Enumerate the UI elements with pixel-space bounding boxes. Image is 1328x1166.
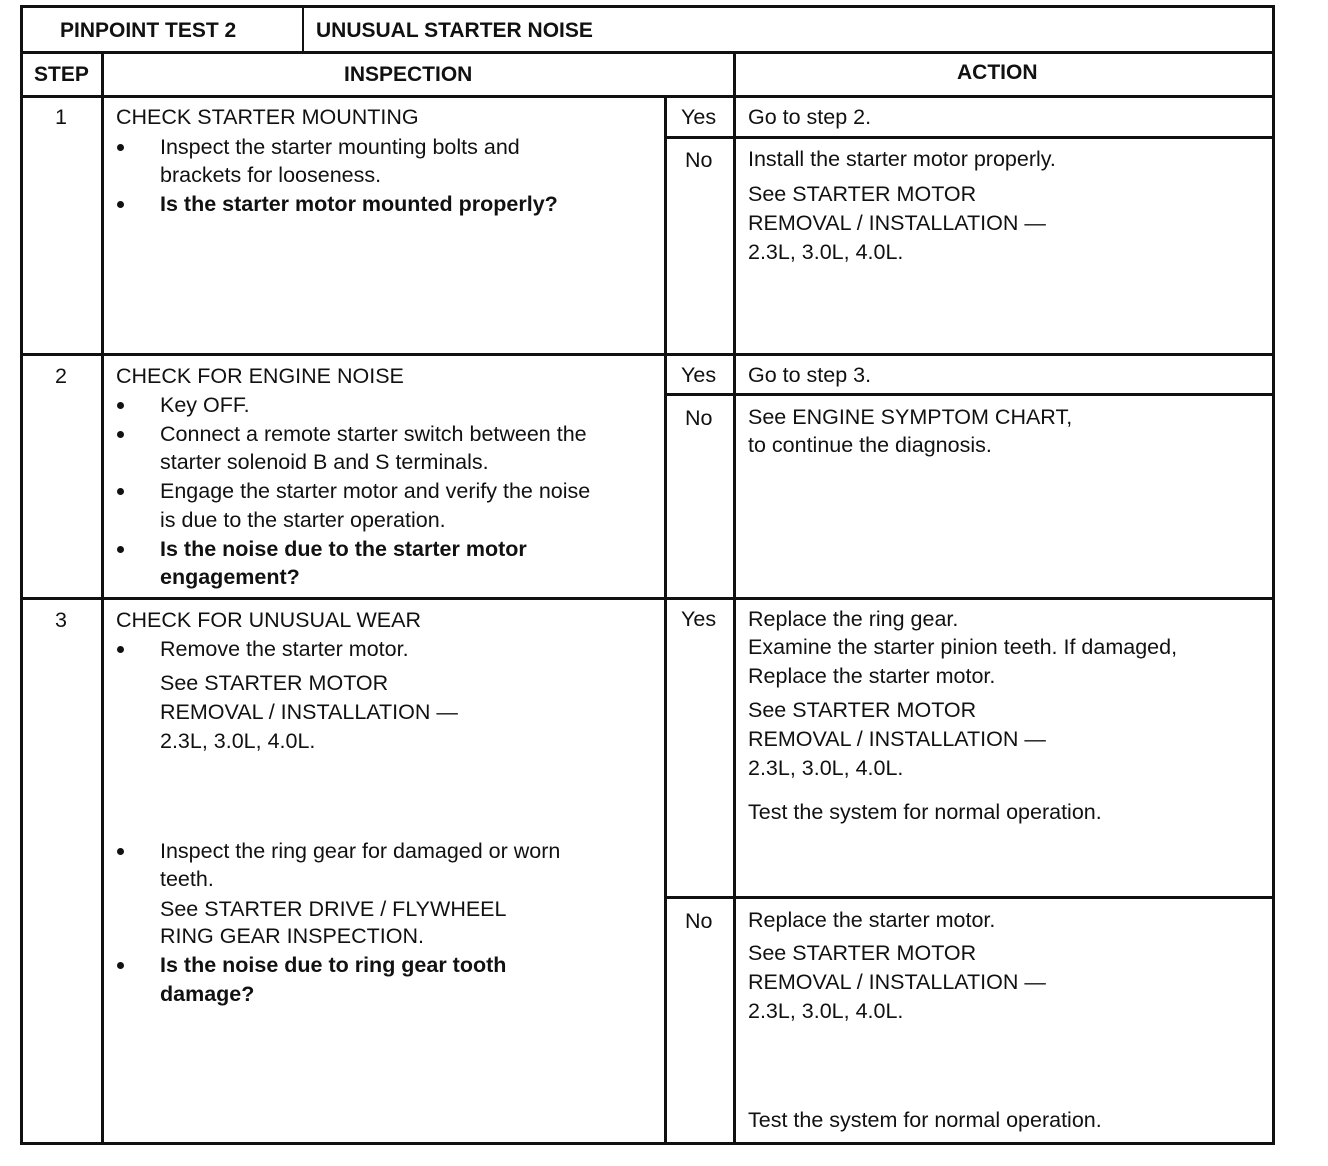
action-line: 2.3L, 3.0L, 4.0L.	[748, 240, 904, 264]
action-line: Examine the starter pinion teeth. If damaged,	[748, 635, 1178, 659]
col-inspection-header: INSPECTION	[344, 63, 473, 86]
bullet-icon	[117, 201, 124, 208]
rule-title-bottom	[20, 51, 1275, 54]
action-line: Go to step 3.	[748, 363, 872, 387]
action-line: 2.3L, 3.0L, 4.0L.	[748, 999, 904, 1023]
action-line: Replace the starter motor.	[748, 664, 996, 688]
action-line: 2.3L, 3.0L, 4.0L.	[748, 756, 904, 780]
no-label: No	[685, 406, 713, 430]
inspection-question: Is the noise due to the starter motor	[160, 537, 527, 561]
action-line: REMOVAL / INSTALLATION —	[748, 211, 1046, 235]
bullet-icon	[117, 646, 124, 653]
action-line: Test the system for normal operation.	[748, 1108, 1102, 1132]
inspection-line: Inspect the ring gear for damaged or worn	[160, 839, 561, 863]
inspection-question: Is the noise due to ring gear tooth	[160, 953, 507, 977]
rule-step-col	[101, 52, 104, 1145]
inspection-line: RING GEAR INSPECTION.	[160, 924, 425, 948]
col-action-header: ACTION	[957, 61, 1038, 84]
bullet-icon	[117, 546, 124, 553]
inspection-question: Is the starter motor mounted properly?	[160, 192, 558, 216]
inspection-line: Inspect the starter mounting bolts and	[160, 135, 520, 159]
action-line: Test the system for normal operation.	[748, 800, 1102, 824]
bullet-icon	[117, 144, 124, 151]
bullet-icon	[117, 488, 124, 495]
action-line: Replace the starter motor.	[748, 908, 996, 932]
bullet-icon	[117, 848, 124, 855]
step-title: CHECK FOR ENGINE NOISE	[116, 364, 404, 388]
inspection-line: Remove the starter motor.	[160, 637, 409, 661]
rule-header-bottom	[20, 95, 1275, 98]
inspection-line: REMOVAL / INSTALLATION —	[160, 700, 458, 724]
action-line: Install the starter motor properly.	[748, 147, 1056, 171]
bullet-icon	[117, 402, 124, 409]
action-line: REMOVAL / INSTALLATION —	[748, 970, 1046, 994]
yes-label: Yes	[681, 607, 717, 631]
step-number: 1	[55, 105, 67, 129]
rule-title-divider	[302, 5, 304, 53]
inspection-line: Connect a remote starter switch between the	[160, 422, 587, 446]
rule-step2-bottom	[20, 597, 1275, 600]
inspection-line: See STARTER MOTOR	[160, 671, 389, 695]
inspection-line: Key OFF.	[160, 393, 250, 417]
rule-step2-yes-no	[666, 393, 1275, 396]
rule-step1-bottom	[20, 353, 1275, 356]
yes-label: Yes	[681, 105, 717, 129]
inspection-line: is due to the starter operation.	[160, 508, 446, 532]
no-label: No	[685, 909, 713, 933]
inspection-line: Engage the starter motor and verify the noise	[160, 479, 591, 503]
step-number: 3	[55, 608, 67, 632]
rule-step1-yes-no	[666, 136, 1275, 139]
action-line: See STARTER MOTOR	[748, 182, 977, 206]
action-line: See ENGINE SYMPTOM CHART,	[748, 405, 1073, 429]
step-number: 2	[55, 364, 67, 388]
inspection-line: starter solenoid B and S terminals.	[160, 450, 489, 474]
action-line: Go to step 2.	[748, 105, 872, 129]
step-title: CHECK STARTER MOUNTING	[116, 105, 419, 129]
test-title: UNUSUAL STARTER NOISE	[316, 19, 593, 42]
no-label: No	[685, 148, 713, 172]
rule-action-col	[733, 52, 736, 1145]
inspection-line: brackets for looseness.	[160, 163, 382, 187]
rule-step3-yes-no	[666, 896, 1275, 899]
action-line: REMOVAL / INSTALLATION —	[748, 727, 1046, 751]
rule-inspection-col	[664, 96, 667, 1145]
inspection-line: See STARTER DRIVE / FLYWHEEL	[160, 897, 507, 921]
bullet-icon	[117, 962, 124, 969]
col-step-header: STEP	[34, 63, 89, 86]
inspection-line: teeth.	[160, 867, 214, 891]
action-line: See STARTER MOTOR	[748, 698, 977, 722]
test-number: PINPOINT TEST 2	[60, 19, 237, 42]
inspection-question: damage?	[160, 982, 255, 1006]
yes-label: Yes	[681, 363, 717, 387]
inspection-question: engagement?	[160, 565, 300, 589]
action-line: Replace the ring gear.	[748, 607, 959, 631]
action-line: to continue the diagnosis.	[748, 433, 992, 457]
step-title: CHECK FOR UNUSUAL WEAR	[116, 608, 422, 632]
inspection-line: 2.3L, 3.0L, 4.0L.	[160, 729, 316, 753]
bullet-icon	[117, 431, 124, 438]
action-line: See STARTER MOTOR	[748, 941, 977, 965]
